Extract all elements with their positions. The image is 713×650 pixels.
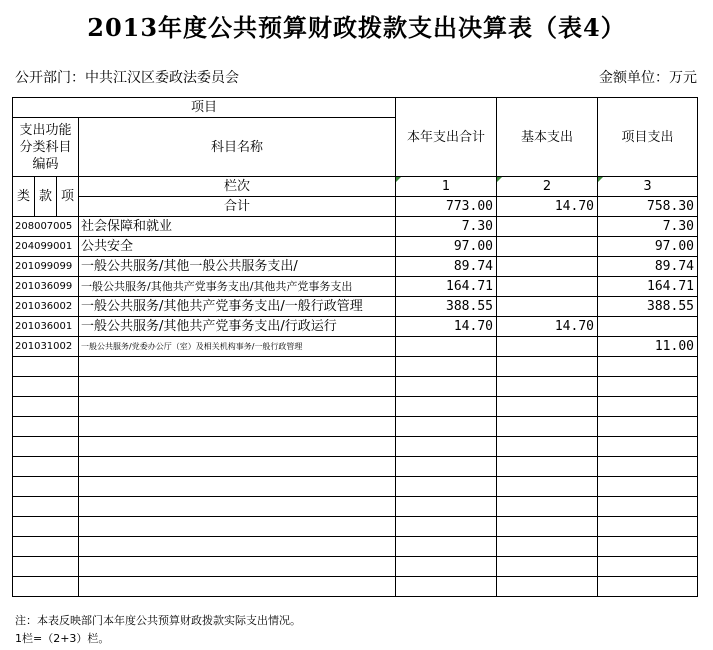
- header-total: 本年支出合计: [396, 98, 497, 177]
- header-xiang: 项: [57, 177, 79, 217]
- table-row: [13, 277, 698, 297]
- row-code: 201099099: [13, 257, 79, 277]
- empty-cell: [497, 417, 598, 437]
- empty-cell: [13, 357, 79, 377]
- empty-cell: [13, 477, 79, 497]
- empty-row: [13, 497, 698, 517]
- empty-cell: [13, 417, 79, 437]
- header-item: 项目: [13, 98, 396, 118]
- empty-cell: [79, 477, 396, 497]
- col-number-3: 3: [598, 177, 698, 197]
- row-name: 一般公共服务/党委办公厅（室）及相关机构事务/一般行政管理: [79, 337, 396, 357]
- empty-cell: [79, 377, 396, 397]
- header-func-code: 支出功能分类科目编码: [13, 118, 79, 177]
- note-line-2: 1栏=（2+3）栏。: [15, 632, 110, 645]
- empty-cell: [13, 457, 79, 477]
- row-name: 社会保障和就业: [79, 217, 396, 237]
- empty-cell: [396, 417, 497, 437]
- row-basic: 14.70: [497, 317, 598, 337]
- empty-cell: [13, 517, 79, 537]
- empty-cell: [79, 577, 396, 597]
- empty-cell: [396, 437, 497, 457]
- empty-cell: [79, 357, 396, 377]
- empty-row: [13, 457, 698, 477]
- empty-cell: [13, 537, 79, 557]
- row-total: 89.74: [396, 257, 497, 277]
- empty-cell: [13, 577, 79, 597]
- row-code: 208007005: [13, 217, 79, 237]
- empty-cell: [79, 537, 396, 557]
- table-row: [13, 337, 698, 357]
- empty-row: [13, 557, 698, 577]
- row-basic: [497, 297, 598, 317]
- budget-table: [12, 97, 698, 597]
- row-total: 97.00: [396, 237, 497, 257]
- department-label: 公开部门：中共江汉区委政法委员会: [15, 70, 239, 86]
- row-name: 一般公共服务/其他共产党事务支出/行政运行: [79, 317, 396, 337]
- empty-cell: [598, 417, 698, 437]
- row-name: 一般公共服务/其他共产党事务支出/一般行政管理: [79, 297, 396, 317]
- empty-cell: [497, 517, 598, 537]
- empty-cell: [79, 517, 396, 537]
- empty-cell: [598, 377, 698, 397]
- row-basic: [497, 217, 598, 237]
- empty-cell: [13, 497, 79, 517]
- row-code: 201031002: [13, 337, 79, 357]
- empty-cell: [598, 577, 698, 597]
- row-basic: [497, 237, 598, 257]
- empty-cell: [598, 557, 698, 577]
- header-subject-name: 科目名称: [79, 118, 396, 177]
- note-line-1: 注：本表反映部门本年度公共预算财政拨款实际支出情况。: [15, 614, 301, 627]
- total-project: 758.30: [598, 197, 698, 217]
- row-project: [598, 317, 698, 337]
- row-code: 204099001: [13, 237, 79, 257]
- row-name: 一般公共服务/其他共产党事务支出/其他共产党事务支出: [79, 277, 396, 297]
- empty-cell: [497, 557, 598, 577]
- row-code: 201036099: [13, 277, 79, 297]
- empty-cell: [497, 457, 598, 477]
- row-project: 97.00: [598, 237, 698, 257]
- empty-cell: [396, 457, 497, 477]
- row-name: 一般公共服务/其他一般公共服务支出/: [79, 257, 396, 277]
- header-lei: 类: [13, 177, 35, 217]
- empty-cell: [598, 457, 698, 477]
- table-row: [13, 257, 698, 277]
- empty-cell: [396, 497, 497, 517]
- empty-cell: [13, 377, 79, 397]
- empty-cell: [396, 517, 497, 537]
- row-basic: [497, 277, 598, 297]
- total-basic: 14.70: [497, 197, 598, 217]
- empty-cell: [396, 537, 497, 557]
- row-total: 14.70: [396, 317, 497, 337]
- empty-cell: [13, 437, 79, 457]
- empty-row: [13, 517, 698, 537]
- empty-cell: [497, 397, 598, 417]
- row-code: 201036001: [13, 317, 79, 337]
- empty-cell: [497, 357, 598, 377]
- empty-row: [13, 377, 698, 397]
- empty-cell: [13, 557, 79, 577]
- row-name: 公共安全: [79, 237, 396, 257]
- empty-cell: [396, 557, 497, 577]
- empty-row: [13, 437, 698, 457]
- empty-row: [13, 357, 698, 377]
- empty-cell: [79, 397, 396, 417]
- empty-cell: [497, 477, 598, 497]
- row-basic: [497, 337, 598, 357]
- empty-cell: [598, 537, 698, 557]
- empty-cell: [598, 477, 698, 497]
- header-basic: 基本支出: [497, 98, 598, 177]
- table-row: [13, 317, 698, 337]
- empty-cell: [497, 377, 598, 397]
- total-sum: 773.00: [396, 197, 497, 217]
- empty-cell: [79, 457, 396, 477]
- empty-cell: [598, 397, 698, 417]
- empty-cell: [598, 497, 698, 517]
- empty-cell: [13, 397, 79, 417]
- empty-cell: [396, 477, 497, 497]
- empty-cell: [396, 397, 497, 417]
- empty-cell: [79, 437, 396, 457]
- unit-label: 金额单位：万元: [599, 70, 697, 86]
- total-label: 合计: [79, 197, 396, 217]
- col-number-1: 1: [396, 177, 497, 197]
- empty-cell: [497, 437, 598, 457]
- empty-cell: [396, 577, 497, 597]
- empty-cell: [396, 377, 497, 397]
- empty-cell: [598, 517, 698, 537]
- row-project: 7.30: [598, 217, 698, 237]
- empty-cell: [598, 357, 698, 377]
- empty-row: [13, 577, 698, 597]
- empty-cell: [497, 497, 598, 517]
- table-row: [13, 217, 698, 237]
- empty-cell: [497, 537, 598, 557]
- empty-row: [13, 397, 698, 417]
- empty-row: [13, 417, 698, 437]
- header-kuan: 款: [35, 177, 57, 217]
- header-lanci: 栏次: [79, 177, 396, 197]
- row-total: 164.71: [396, 277, 497, 297]
- empty-row: [13, 537, 698, 557]
- row-project: 388.55: [598, 297, 698, 317]
- empty-cell: [79, 417, 396, 437]
- row-total: [396, 337, 497, 357]
- row-project: 11.00: [598, 337, 698, 357]
- col-number-2: 2: [497, 177, 598, 197]
- empty-cell: [79, 497, 396, 517]
- page-title: 2013年度公共预算财政拨款支出决算表（表4）: [87, 13, 626, 42]
- row-total: 7.30: [396, 217, 497, 237]
- row-project: 164.71: [598, 277, 698, 297]
- row-total: 388.55: [396, 297, 497, 317]
- row-basic: [497, 257, 598, 277]
- empty-cell: [79, 557, 396, 577]
- row-project: 89.74: [598, 257, 698, 277]
- empty-row: [13, 477, 698, 497]
- table-row: [13, 297, 698, 317]
- row-code: 201036002: [13, 297, 79, 317]
- empty-cell: [497, 577, 598, 597]
- empty-cell: [396, 357, 497, 377]
- header-project: 项目支出: [598, 98, 698, 177]
- table-row: [13, 237, 698, 257]
- empty-cell: [598, 437, 698, 457]
